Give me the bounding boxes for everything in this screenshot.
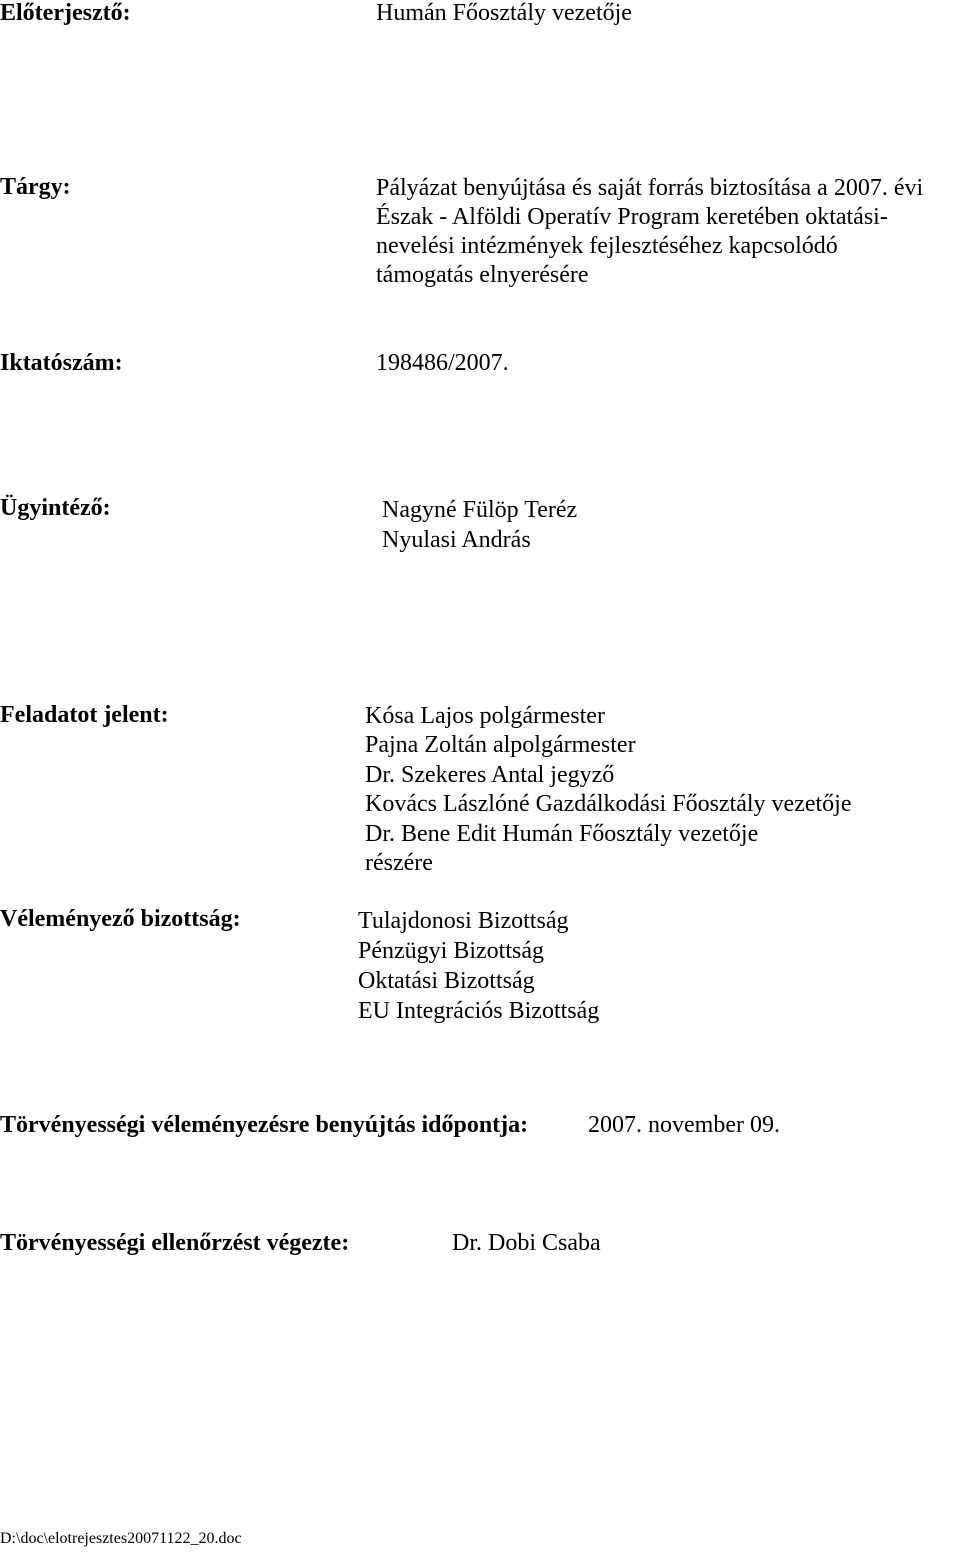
iktatoszam-value: 198486/2007. <box>376 350 509 376</box>
ugyintezo-label: Ügyintéző: <box>0 495 111 521</box>
ugyintezo-name: Nagyné Fülöp Teréz <box>382 497 578 523</box>
feladatot-jelent-line: Kovács Lászlóné Gazdálkodási Főosztály vezetője <box>365 791 852 818</box>
eloterjeszto-value: Humán Főosztály vezetője <box>376 0 632 26</box>
targy-line: nevelési intézmények fejlesztéséhez kapcsolódó <box>376 233 838 259</box>
eloterjeszto-label: Előterjesztő: <box>0 0 131 26</box>
feladatot-jelent-line: Kósa Lajos polgármester <box>365 703 605 729</box>
velemenyezo-list <box>358 906 599 1026</box>
torvenyessegi-velemenyezes-label: Törvényességi véleményezésre benyújtás időpontja: <box>0 1112 529 1138</box>
feladatot-jelent-label: Feladatot jelent: <box>0 702 169 728</box>
document-file-path: D:\doc\elotrejesztes20071122_20.doc <box>0 1530 242 1547</box>
targy-line: támogatás elnyerésére <box>376 262 589 288</box>
velemenyezo-label: Véleményező bizottság: <box>0 906 241 932</box>
torvenyessegi-ellenorzes-label: Törvényességi ellenőrzést végezte: <box>0 1230 350 1256</box>
targy-value <box>376 174 923 290</box>
ugyintezo-names <box>382 495 577 555</box>
feladatot-jelent-line: Dr. Szekeres Antal jegyző <box>365 761 615 788</box>
ugyintezo-name: Nyulasi András <box>382 527 531 553</box>
torvenyessegi-velemenyezes-date: 2007. november 09. <box>588 1112 780 1138</box>
bizottsag-line: EU Integrációs Bizottság <box>358 998 600 1024</box>
targy-line: Pályázat benyújtása és saját forrás biztosítása a 2007. évi <box>376 175 924 201</box>
iktatoszam-label: Iktatószám: <box>0 350 123 376</box>
bizottsag-line: Pénzügyi Bizottság <box>358 938 544 964</box>
targy-line: Észak - Alföldi Operatív Program keretében oktatási- <box>376 204 888 230</box>
bizottsag-line: Oktatási Bizottság <box>358 968 535 994</box>
targy-label: Tárgy: <box>0 174 71 200</box>
torvenyessegi-ellenorzes-value: Dr. Dobi Csaba <box>452 1230 601 1256</box>
feladatot-jelent-line: Pajna Zoltán alpolgármester <box>365 732 636 759</box>
feladatot-jelent-line: Dr. Bene Edit Humán Főosztály vezetője <box>365 820 759 847</box>
feladatot-jelent-line: részére <box>365 850 433 877</box>
bizottsag-line: Tulajdonosi Bizottság <box>358 908 569 934</box>
feladatot-jelent-list <box>365 702 852 878</box>
